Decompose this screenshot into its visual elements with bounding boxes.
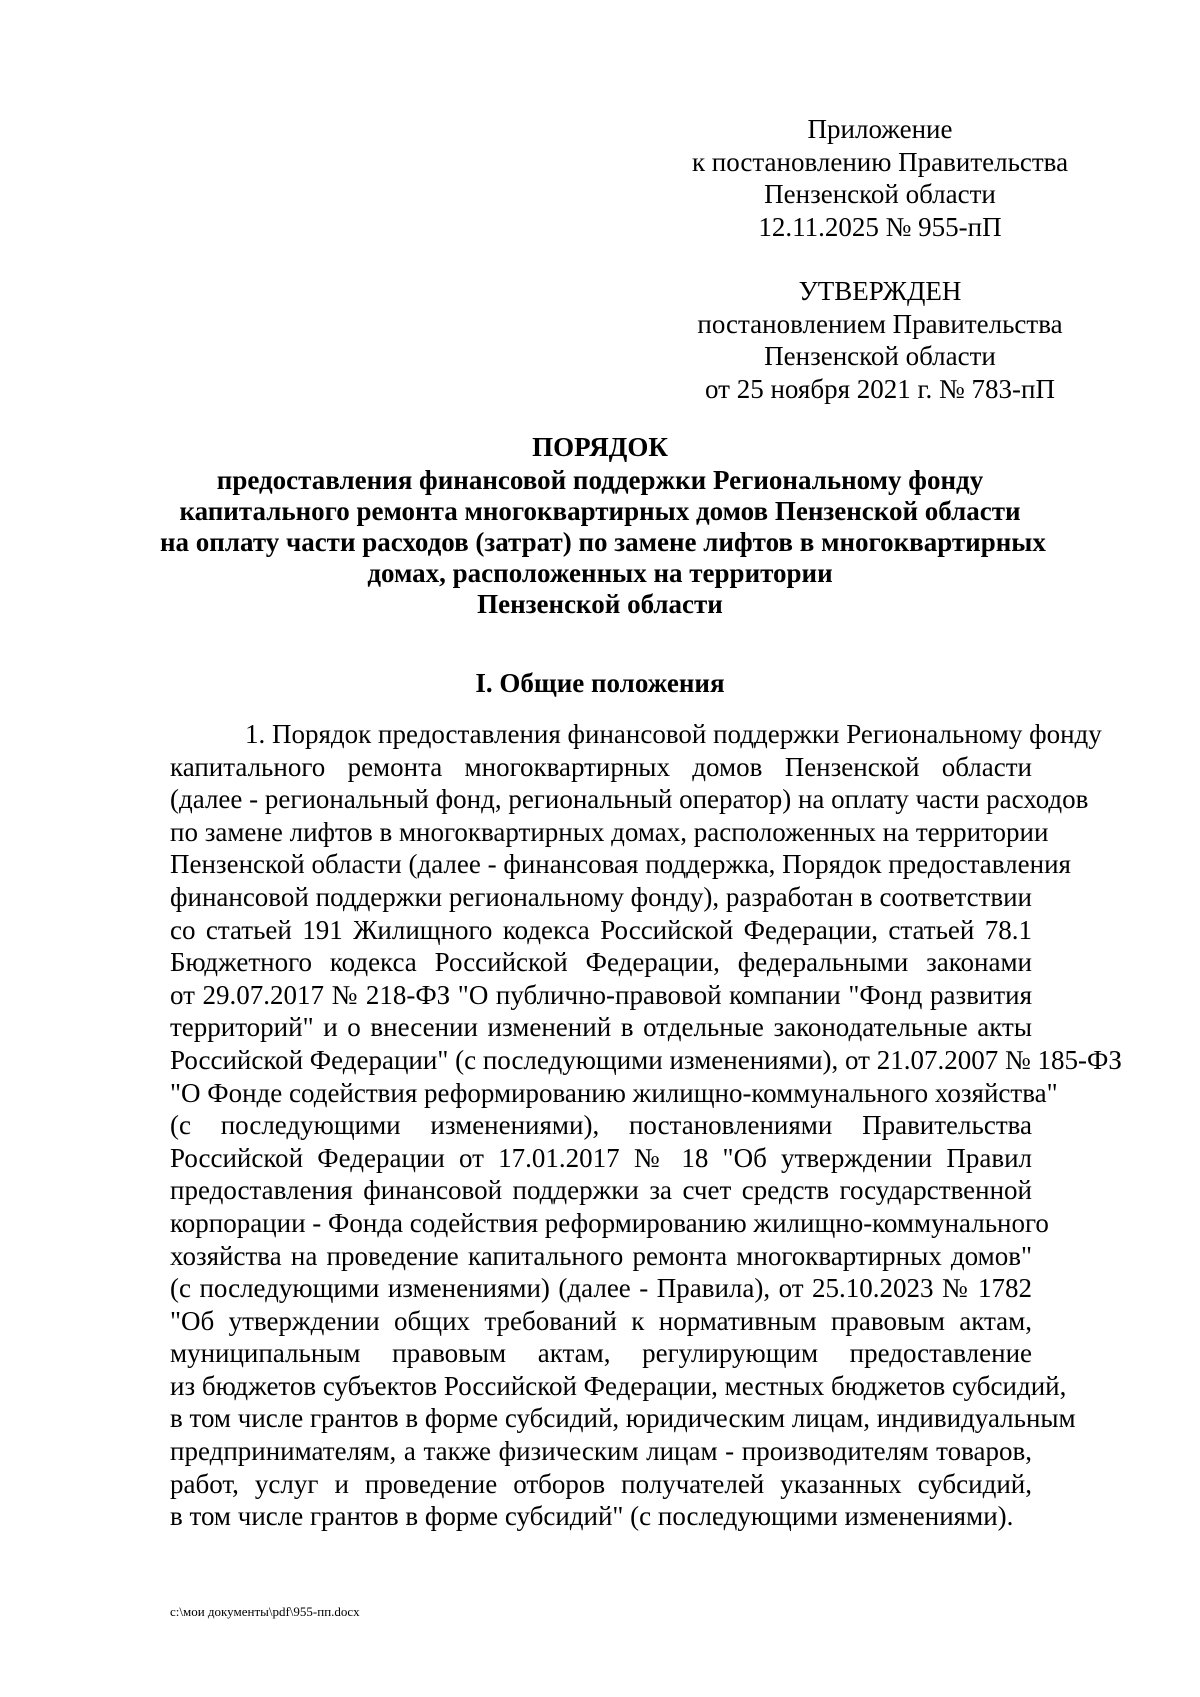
paragraph-line: в том числе грантов в форме субсидий" (с последующими изменениями). bbox=[170, 1501, 1014, 1532]
paragraph-line: (с последующими изменениями), постановлениями Правительства bbox=[170, 1110, 1032, 1141]
approved-line: постановлением Правительства bbox=[697, 308, 1063, 339]
paragraph-line: Пензенской области (далее - финансовая поддержка, Порядок предоставления bbox=[170, 849, 1071, 880]
paragraph-line: из бюджетов субъектов Российской Федерации, местных бюджетов субсидий, bbox=[170, 1370, 1067, 1401]
paragraph-line: Российской Федерации" (с последующими изменениями), от 21.07.2007 № 185-ФЗ bbox=[170, 1044, 1122, 1075]
title-main: ПОРЯДОК bbox=[532, 432, 668, 462]
paragraph-line: предпринимателям, а также физическим лицам - производителям товаров, bbox=[170, 1436, 1032, 1467]
title-line: на оплату части расходов (затрат) по замене лифтов в многоквартирных bbox=[160, 527, 1046, 557]
paragraph-1 bbox=[170, 718, 1122, 1533]
paragraph-line: "Об утверждении общих требований к нормативным правовым актам, bbox=[170, 1305, 1032, 1336]
paragraph-line: финансовой поддержки региональному фонду), разработан в соответствии bbox=[170, 881, 1032, 912]
appendix-line: к постановлению Правительства bbox=[691, 146, 1069, 177]
paragraph-line: работ, услуг и проведение отборов получателей указанных субсидий, bbox=[170, 1468, 1032, 1499]
document-title bbox=[160, 432, 1046, 620]
title-line: домах, расположенных на территории bbox=[367, 558, 833, 588]
paragraph-line: корпорации - Фонда содействия реформированию жилищно-коммунального bbox=[170, 1207, 1049, 1238]
appendix-line: Приложение bbox=[807, 114, 953, 144]
paragraph-line: предоставления финансовой поддержки за счет средств государственной bbox=[170, 1175, 1032, 1206]
paragraph-line: Российской Федерации от 17.01.2017 № 18 "Об утверждении Правил bbox=[170, 1142, 1032, 1173]
approved-line: Пензенской области bbox=[764, 341, 996, 371]
paragraph-line: (с последующими изменениями) (далее - Правила), от 25.10.2023 № 1782 bbox=[170, 1273, 1032, 1304]
paragraph-line: со статьей 191 Жилищного кодекса Российской Федерации, статьей 78.1 bbox=[170, 914, 1032, 945]
approval-stamp-block bbox=[660, 275, 1100, 405]
paragraph-line: 1. Порядок предоставления финансовой поддержки Региональному фонду bbox=[245, 719, 1102, 749]
paragraph-line: (далее - региональный фонд, региональный оператор) на оплату части расходов bbox=[170, 784, 1089, 815]
appendix-date-number: 12.11.2025 № 955-пП bbox=[758, 211, 1002, 242]
paragraph-line: в том числе грантов в форме субсидий, юридическим лицам, индивидуальным bbox=[170, 1403, 1076, 1434]
section-heading: I. Общие положения bbox=[475, 668, 725, 698]
paragraph-line: от 29.07.2017 № 218-ФЗ "О публично-правовой компании "Фонд развития bbox=[170, 979, 1032, 1010]
paragraph-line: муниципальным правовым актам, регулирующим предоставление bbox=[170, 1338, 1032, 1369]
title-line: капитального ремонта многоквартирных домов Пензенской области bbox=[179, 496, 1021, 526]
footer-file-path: c:\мои документы\pdf\955-пп.docx bbox=[170, 1604, 360, 1619]
appendix-line: Пензенской области bbox=[764, 179, 996, 209]
paragraph-line: капитального ремонта многоквартирных домов Пензенской области bbox=[170, 751, 1032, 782]
paragraph-line: "О Фонде содействия реформированию жилищно-коммунального хозяйства" bbox=[170, 1077, 1058, 1108]
paragraph-line: хозяйства на проведение капитального ремонта многоквартирных домов" bbox=[170, 1240, 1032, 1271]
paragraph-line: Бюджетного кодекса Российской Федерации, федеральными законами bbox=[170, 947, 1032, 978]
paragraph-line: по замене лифтов в многоквартирных домах, расположенных на территории bbox=[170, 816, 1049, 847]
title-line: Пензенской области bbox=[477, 589, 723, 619]
appendix-header bbox=[660, 113, 1100, 243]
title-line: предоставления финансовой поддержки Региональному фонду bbox=[216, 465, 984, 495]
approved-label: УТВЕРЖДЕН bbox=[798, 276, 962, 306]
paragraph-line: территорий" и о внесении изменений в отдельные законодательные акты bbox=[170, 1012, 1032, 1043]
approved-date-number: от 25 ноября 2021 г. № 783-пП bbox=[705, 373, 1055, 404]
